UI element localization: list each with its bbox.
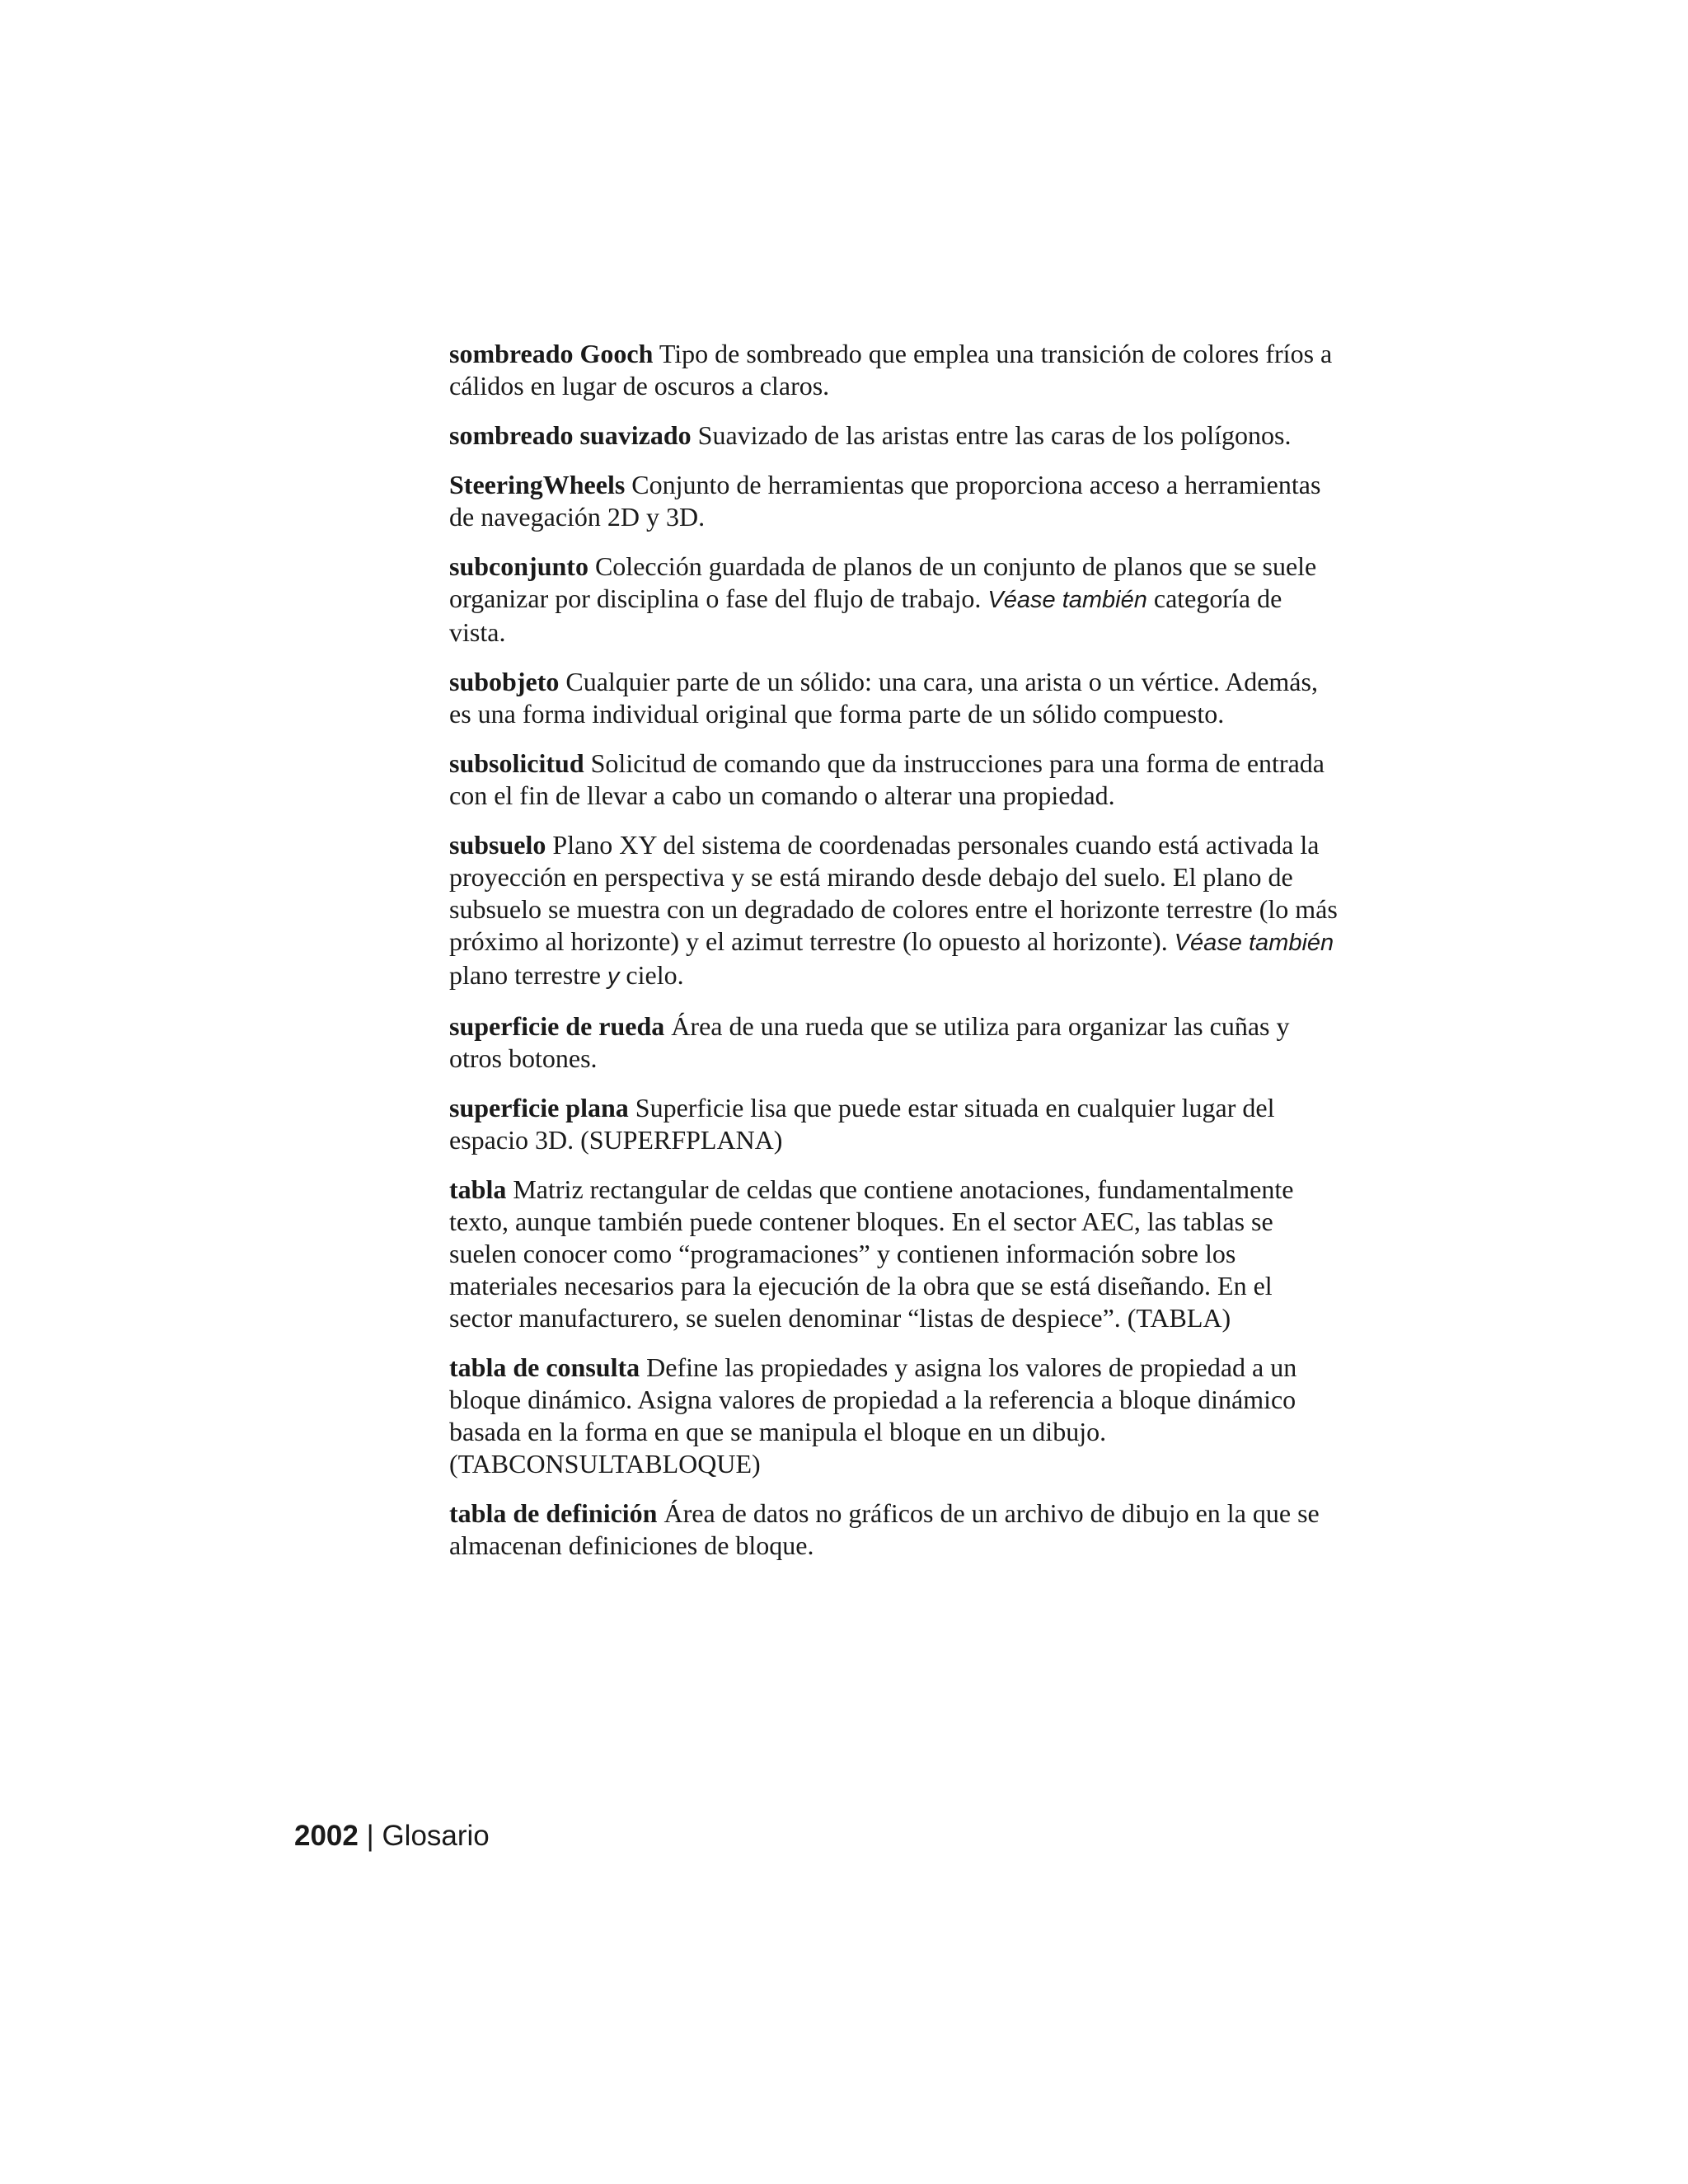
entry-term: subconjunto xyxy=(449,551,588,581)
glossary-entry xyxy=(449,1092,1339,1156)
entry-definition: Conjunto de herramientas que proporciona acceso a herramientas de navegación 2D y 3D. xyxy=(449,470,1321,532)
entry-term: subsolicitud xyxy=(449,748,584,778)
entry-definition: Superficie lisa que puede estar situada en cualquier lugar del espacio 3D. (SUPERFPLANA) xyxy=(449,1093,1275,1155)
see-also-label: Véase también xyxy=(987,587,1147,613)
glossary-entries xyxy=(449,338,1339,1579)
entry-definition: Colección guardada de planos de un conjunto de planos que se suele organizar por disciplina o fase del flujo de trabajo. xyxy=(449,551,1317,613)
see-also-conjunction: y xyxy=(607,963,620,990)
entry-definition: Plano XY del sistema de coordenadas personales cuando está activada la proyección en perspectiva y se está mirando desde debajo del suelo. El plano de subsuelo se muestra con un degradado de colores entre el horizonte terrestre (lo más próximo al horizonte) y el azimut terrestre (lo opuesto al horizonte). xyxy=(449,830,1338,956)
entry-definition: Matriz rectangular de celdas que contiene anotaciones, fundamentalmente texto, aunque también puede contener bloques. En el sector AEC, las tablas se suelen conocer como “programaciones” y contienen información sobre los materiales necesarios para la ejecución de la obra que se está diseñando. En el sector manufacturero, se suelen denominar “listas de despiece”. (TABLA) xyxy=(449,1174,1294,1333)
entry-definition: Área de datos no gráficos de un archivo de dibujo en la que se almacenan definiciones de bloque. xyxy=(449,1498,1320,1560)
page-number: 2002 xyxy=(294,1820,359,1852)
entry-term: sombreado Gooch xyxy=(449,339,654,368)
glossary-entry xyxy=(449,748,1339,812)
entry-definition: Tipo de sombreado que emplea una transición de colores fríos a cálidos en lugar de oscuros a claros. xyxy=(449,339,1333,401)
entry-definition: Cualquier parte de un sólido: una cara, una arista o un vértice. Además, es una forma individual original que forma parte de un sólido compuesto. xyxy=(449,667,1318,729)
glossary-entry xyxy=(449,829,1339,993)
glossary-entry xyxy=(449,1352,1339,1480)
entry-term: tabla xyxy=(449,1174,507,1204)
glossary-entry xyxy=(449,338,1339,402)
entry-term: subsuelo xyxy=(449,830,546,860)
see-also-text: cielo. xyxy=(626,960,684,990)
entry-term: tabla de definición xyxy=(449,1498,658,1528)
entry-term: subobjeto xyxy=(449,667,560,696)
see-also-text: plano terrestre xyxy=(449,960,601,990)
see-also-text: categoría de vista. xyxy=(449,583,1282,647)
section-title: Glosario xyxy=(382,1820,490,1852)
see-also-label: Véase también xyxy=(1174,930,1334,956)
entry-definition: Suavizado de las aristas entre las caras de los polígonos. xyxy=(697,420,1292,450)
glossary-entry xyxy=(449,419,1339,452)
entry-term: superficie de rueda xyxy=(449,1011,665,1041)
page-footer xyxy=(294,1818,490,1854)
entry-term: tabla de consulta xyxy=(449,1352,640,1382)
entry-definition: Define las propiedades y asigna los valores de propiedad a un bloque dinámico. Asigna valores de propiedad a la referencia a bloque dinámico basada en la forma en que se manipula el bloque en un dibujo. (TABCONSULTABLOQUE) xyxy=(449,1352,1297,1479)
glossary-entry xyxy=(449,1174,1339,1334)
glossary-entry xyxy=(449,1010,1339,1075)
glossary-entry xyxy=(449,551,1339,649)
glossary-entry xyxy=(449,469,1339,533)
entry-term: SteeringWheels xyxy=(449,470,626,499)
glossary-entry xyxy=(449,666,1339,730)
entry-definition: Solicitud de comando que da instrucciones para una forma de entrada con el fin de llevar a cabo un comando o alterar una propiedad. xyxy=(449,748,1325,810)
entry-definition: Área de una rueda que se utiliza para organizar las cuñas y otros botones. xyxy=(449,1011,1290,1073)
entry-term: sombreado suavizado xyxy=(449,420,692,450)
entry-term: superficie plana xyxy=(449,1093,629,1122)
footer-separator: | xyxy=(366,1820,374,1852)
glossary-entry xyxy=(449,1497,1339,1562)
